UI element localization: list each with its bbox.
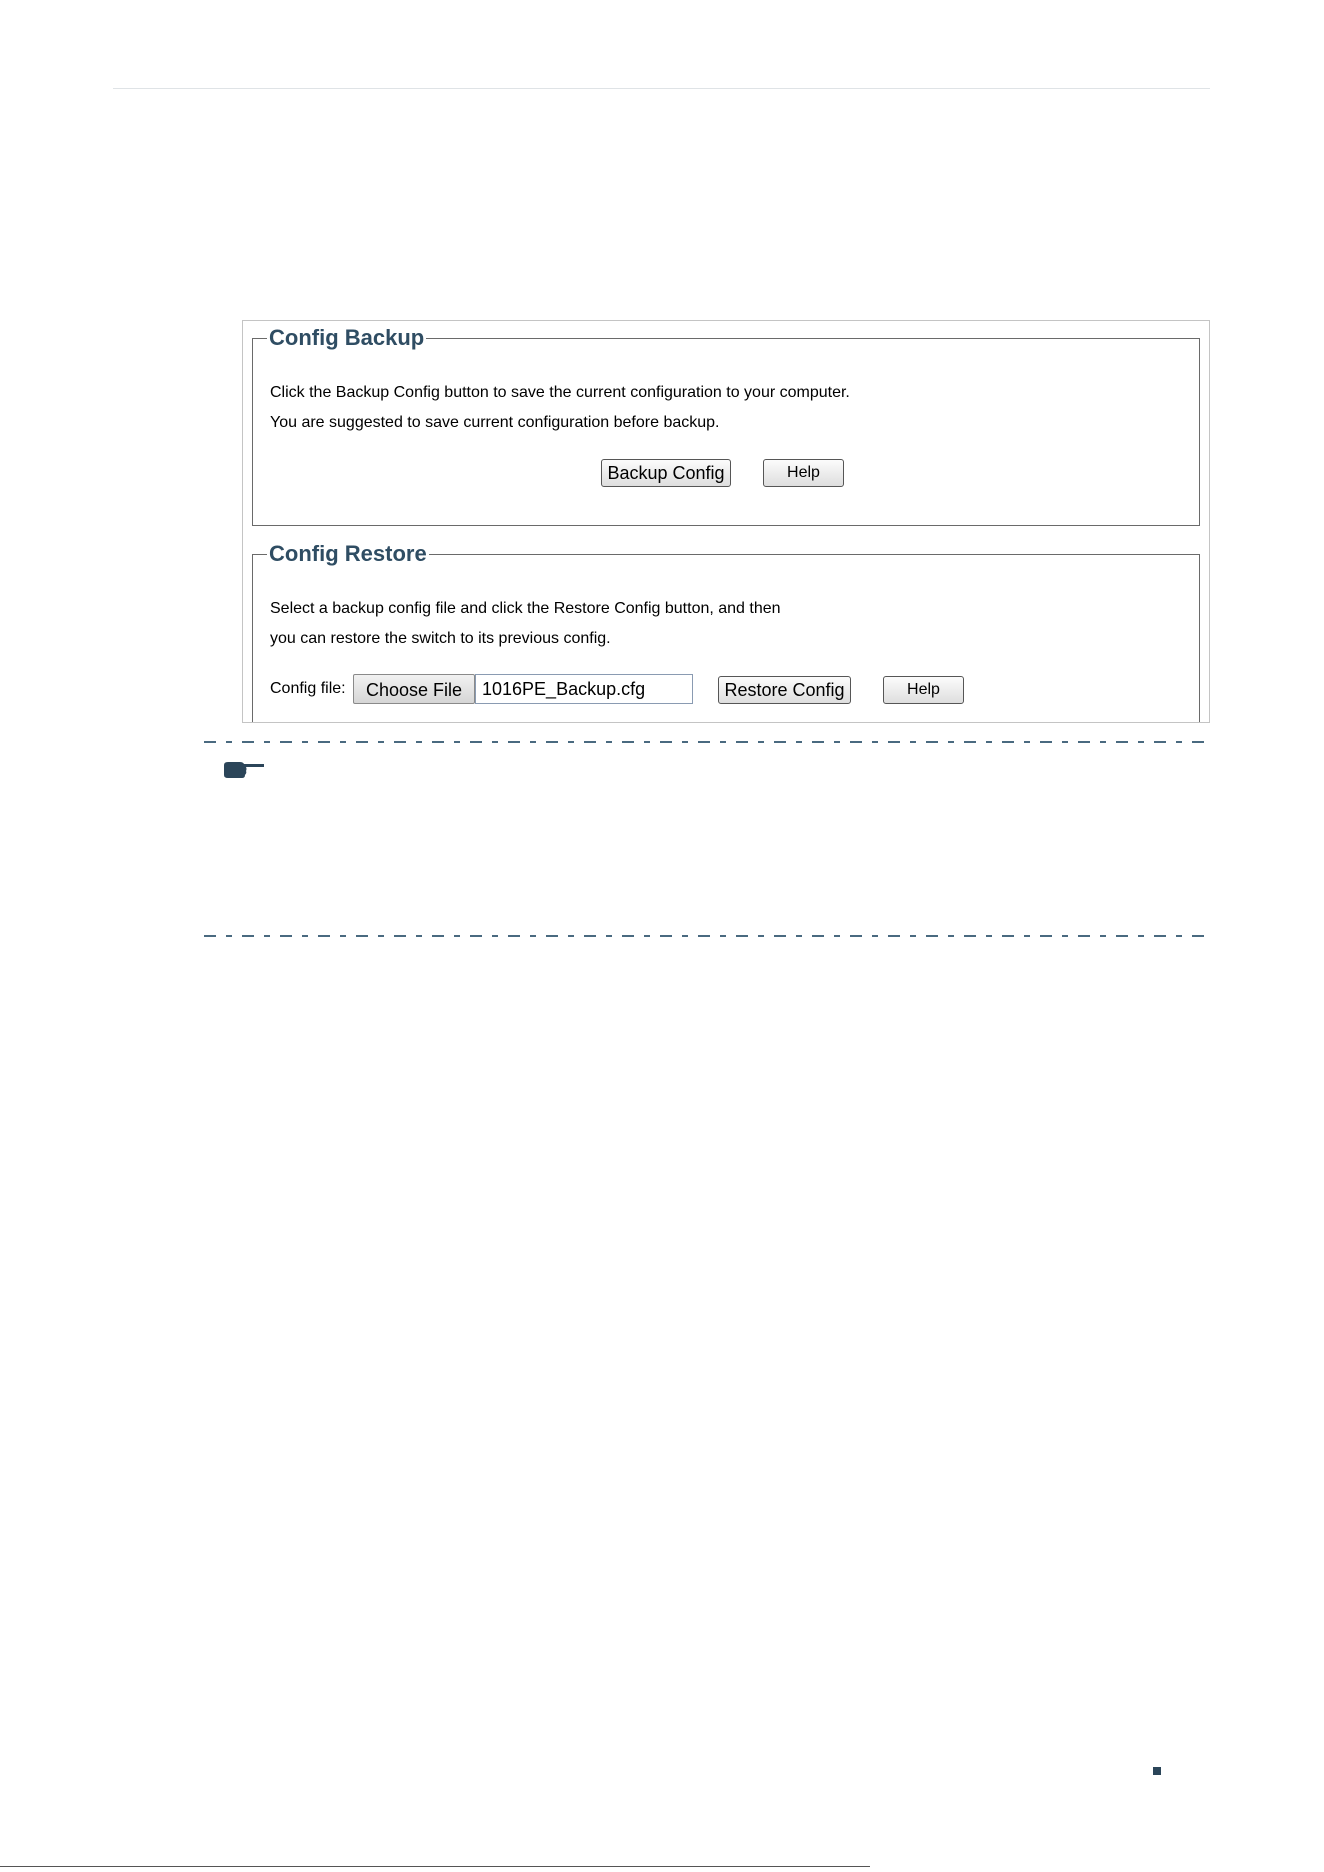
config-file-label: Config file: — [270, 680, 346, 697]
header-rule — [113, 88, 1210, 89]
note-bottom-dashed-rule — [204, 935, 1210, 937]
config-restore-panel — [252, 541, 1200, 723]
restore-help-button[interactable]: Help — [883, 676, 964, 704]
note-top-dashed-rule — [204, 741, 1210, 743]
restore-instruction-line2: you can restore the switch to its previous config. — [270, 630, 611, 647]
footer-rule — [0, 1866, 870, 1867]
config-backup-title: Config Backup — [267, 323, 426, 353]
backup-config-button[interactable]: Backup Config — [601, 459, 731, 487]
backup-instruction-line2: You are suggested to save current configuration before backup. — [270, 414, 720, 431]
choose-file-button[interactable]: Choose File — [353, 674, 475, 704]
restore-config-button[interactable]: Restore Config — [718, 676, 851, 704]
square-bullet-icon — [1153, 1767, 1161, 1775]
backup-help-button[interactable]: Help — [763, 459, 844, 487]
restore-instruction-line1: Select a backup config file and click the Restore Config button, and then — [270, 600, 781, 617]
config-file-name-field[interactable]: 1016PE_Backup.cfg — [475, 674, 693, 704]
config-screenshot — [242, 320, 1210, 723]
pointing-hand-icon — [222, 758, 266, 787]
config-backup-panel — [252, 325, 1200, 526]
config-restore-title: Config Restore — [267, 539, 429, 569]
backup-instruction-line1: Click the Backup Config button to save the current configuration to your computer. — [270, 384, 850, 401]
